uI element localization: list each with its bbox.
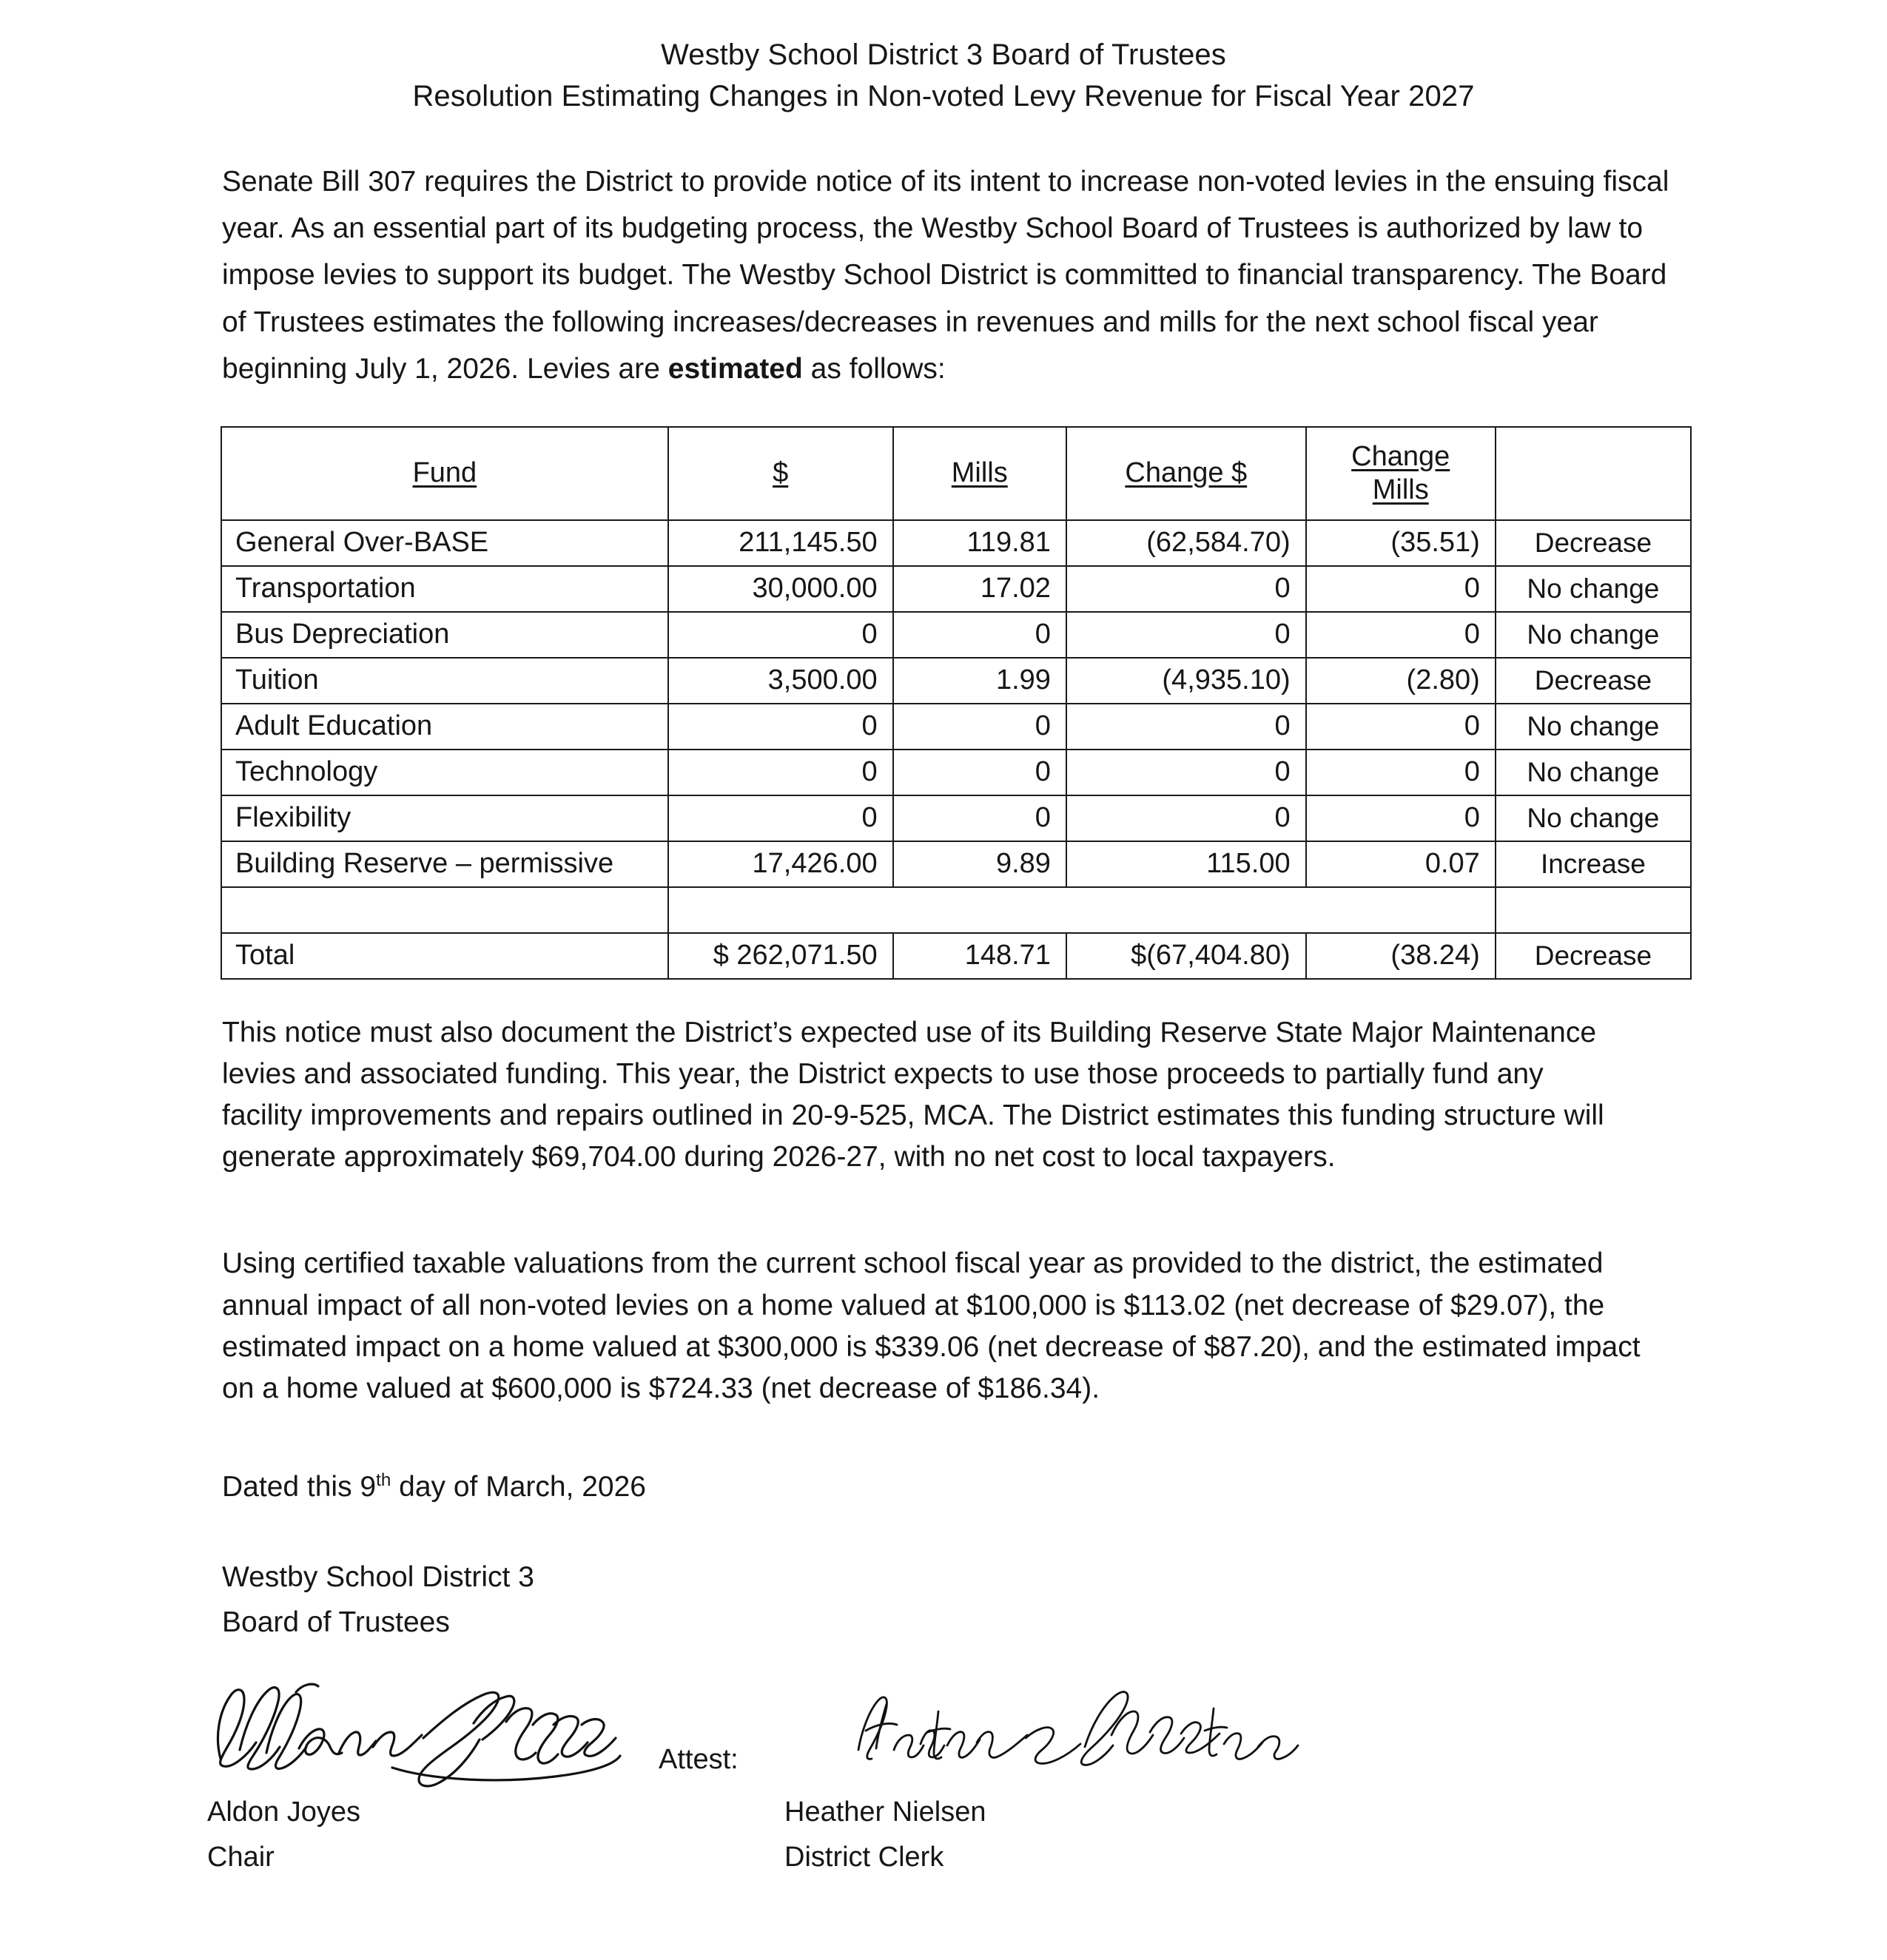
cell-fund: Bus Depreciation [221, 612, 668, 658]
cell-direction: No change [1496, 750, 1691, 795]
cell-change-mills: 0 [1306, 795, 1496, 841]
cell-change-dollars: 0 [1066, 566, 1306, 612]
home-impact-paragraph: Using certified taxable valuations from the current school fiscal year as provided to the district, the estimated annual impact of all non-voted levies on a home valued at $100,000 is $113.02 (net decrease of $29.07), the estimated impact on a home valued at $300,000 is $339.06 (net decrease of $87.20), and the estimated impact on a home valued at $600,000 is $724.33 (net decrease of $186.34). [222, 1247, 1641, 1404]
cell-total-direction: Decrease [1496, 933, 1691, 979]
cell-direction: No change [1496, 566, 1691, 612]
table-total-row [221, 933, 1691, 979]
column-header-dollars [668, 427, 893, 520]
cell-mills: 17.02 [893, 566, 1066, 612]
cell-dollars: 3,500.00 [668, 658, 893, 704]
cell-change-dollars: 0 [1066, 750, 1306, 795]
cell-mills: 9.89 [893, 841, 1066, 887]
table-row [221, 795, 1691, 841]
title-line-2: Resolution Estimating Changes in Non-voted Levy Revenue for Fiscal Year 2027 [412, 80, 1475, 112]
cell-direction: Decrease [1496, 658, 1691, 704]
cell-change-mills: 0 [1306, 566, 1496, 612]
table-row [221, 704, 1691, 750]
column-header-mills-label: Mills [951, 457, 1008, 489]
cell-mills: 0 [893, 704, 1066, 750]
dated-ordinal-suffix: th [376, 1470, 391, 1491]
cell-fund: Technology [221, 750, 668, 795]
cell-total-mills: 148.71 [893, 933, 1066, 979]
cell-change-mills: 0.07 [1306, 841, 1496, 887]
document-title-block [0, 0, 1887, 117]
levy-estimates-table [221, 426, 1692, 980]
spacer-cell [1306, 887, 1496, 933]
entity-name: Westby School District 3 [222, 1560, 534, 1593]
cell-change-dollars: 0 [1066, 795, 1306, 841]
cell-change-dollars: 0 [1066, 704, 1306, 750]
column-header-fund [221, 427, 668, 520]
cell-change-mills: 0 [1306, 612, 1496, 658]
table-header-row [221, 427, 1691, 520]
cell-total-change-mills: (38.24) [1306, 933, 1496, 979]
cell-mills: 0 [893, 750, 1066, 795]
cell-fund: Transportation [221, 566, 668, 612]
building-reserve-paragraph: This notice must also document the District’s expected use of its Building Reserve State Major Maintenance levies and associated funding. This year, the District expects to use those proceeds to partially fund any facility improvements and repairs outlined in 20-9-525, MCA. The District estimates this funding structure will generate approximately $69,704.00 during 2026-27, with no net cost to local taxpayers. [222, 1016, 1604, 1173]
intro-text-part-2: as follows: [802, 352, 946, 385]
column-header-change-dollars-label: Change $ [1125, 457, 1248, 489]
cell-dollars: 17,426.00 [668, 841, 893, 887]
chair-signature-ink [207, 1679, 681, 1790]
cell-total-dollars: $ 262,071.50 [668, 933, 893, 979]
chair-name: Aldon Joyes [207, 1796, 361, 1828]
clerk-signature-ink [762, 1679, 1310, 1790]
cell-change-mills: 0 [1306, 704, 1496, 750]
table-row [221, 841, 1691, 887]
intro-section [0, 158, 1887, 392]
cell-fund: Adult Education [221, 704, 668, 750]
cell-fund: Flexibility [221, 795, 668, 841]
chair-role: Chair [207, 1842, 275, 1873]
dated-line [222, 1467, 1689, 1508]
cell-direction: No change [1496, 795, 1691, 841]
cell-direction: Decrease [1496, 520, 1691, 566]
cell-fund: General Over-BASE [221, 520, 668, 566]
column-header-change-mills [1306, 427, 1496, 520]
cell-dollars: 0 [668, 612, 893, 658]
chair-signature-group [207, 1679, 681, 1880]
column-header-change-mills-line1: Change [1351, 441, 1450, 473]
spacer-cell [221, 887, 668, 933]
spacer-cell [893, 887, 1066, 933]
column-header-fund-label: Fund [412, 457, 477, 489]
column-header-change-dollars [1066, 427, 1306, 520]
table-body [221, 520, 1691, 979]
cell-mills: 0 [893, 612, 1066, 658]
signature-block [0, 1679, 1887, 1960]
spacer-cell [1496, 887, 1691, 933]
table-row [221, 566, 1691, 612]
cell-direction: Increase [1496, 841, 1691, 887]
attest-label: Attest: [659, 1744, 739, 1776]
column-header-dollars-label: $ [773, 457, 789, 489]
spacer-cell [1066, 887, 1306, 933]
title-line-1: Westby School District 3 Board of Trustees [661, 38, 1226, 71]
clerk-role: District Clerk [784, 1842, 944, 1873]
table-row [221, 750, 1691, 795]
clerk-signature-group [762, 1679, 1310, 1880]
table-header [221, 427, 1691, 520]
cell-fund: Tuition [221, 658, 668, 704]
cell-mills: 0 [893, 795, 1066, 841]
table-row [221, 520, 1691, 566]
cell-dollars: 0 [668, 704, 893, 750]
intro-emphasis-estimated: estimated [667, 352, 803, 385]
cell-fund: Building Reserve – permissive [221, 841, 668, 887]
cell-change-mills: (35.51) [1306, 520, 1496, 566]
table-row [221, 612, 1691, 658]
entity-body: Board of Trustees [222, 1606, 450, 1638]
cell-total-change-dollars: $(67,404.80) [1066, 933, 1306, 979]
cell-mills: 119.81 [893, 520, 1066, 566]
closing-section [0, 1012, 1887, 1646]
cell-change-dollars: (62,584.70) [1066, 520, 1306, 566]
cell-direction: No change [1496, 612, 1691, 658]
cell-change-mills: (2.80) [1306, 658, 1496, 704]
spacer-cell [668, 887, 893, 933]
cell-total-label: Total [221, 933, 668, 979]
cell-change-dollars: 0 [1066, 612, 1306, 658]
cell-change-mills: 0 [1306, 750, 1496, 795]
cell-change-dollars: (4,935.10) [1066, 658, 1306, 704]
entity-block [222, 1555, 1689, 1646]
clerk-name: Heather Nielsen [784, 1796, 986, 1828]
cell-mills: 1.99 [893, 658, 1066, 704]
cell-dollars: 211,145.50 [668, 520, 893, 566]
cell-dollars: 30,000.00 [668, 566, 893, 612]
column-header-mills [893, 427, 1066, 520]
column-header-direction [1496, 427, 1691, 520]
table-row [221, 658, 1691, 704]
intro-paragraph [222, 158, 1689, 392]
dated-prefix: Dated this 9 [222, 1471, 377, 1503]
cell-dollars: 0 [668, 795, 893, 841]
cell-direction: No change [1496, 704, 1691, 750]
cell-change-dollars: 115.00 [1066, 841, 1306, 887]
table-spacer-row [221, 887, 1691, 933]
cell-dollars: 0 [668, 750, 893, 795]
dated-suffix: day of March, 2026 [391, 1471, 646, 1503]
levy-table-container [0, 426, 1887, 980]
column-header-change-mills-line2: Mills [1372, 474, 1429, 505]
intro-text-part-1: Senate Bill 307 requires the District to provide notice of its intent to increase non-voted levies in the ensuing fiscal year. As an essential part of its budgeting process, the Westby School Board of Trustees is authorized by law to impose levies to support its budget. The Westby School District is committed to financial transparency. The Board of Trustees estimates the following increases/decreases in revenues and mills for the next school fiscal year beginning July 1, 2026. Levies are [222, 166, 1669, 385]
